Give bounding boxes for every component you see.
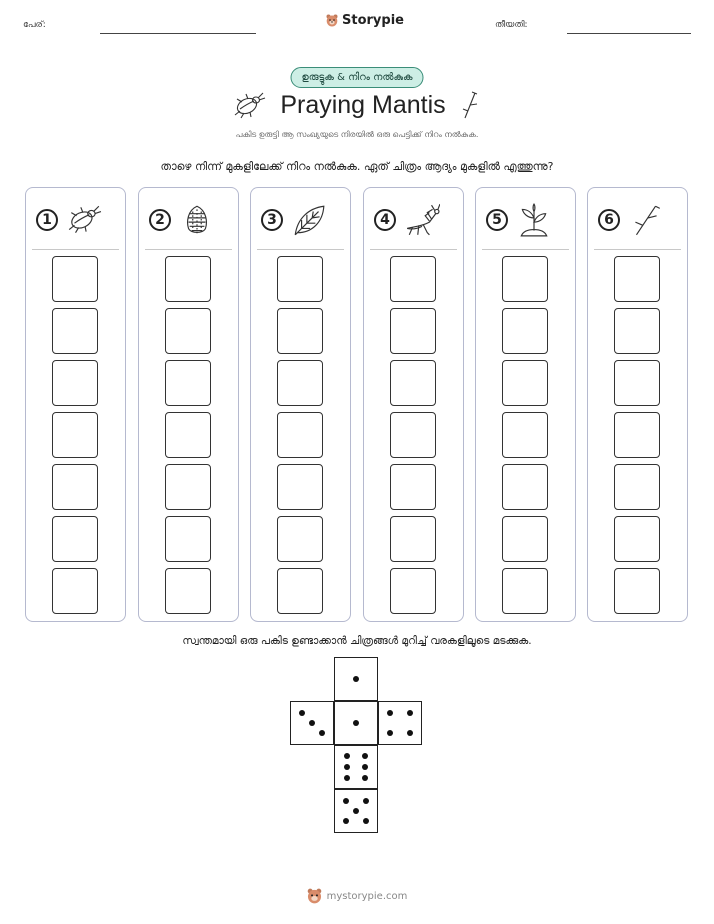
- die-pip: [353, 808, 359, 814]
- color-box[interactable]: [390, 464, 436, 510]
- color-box[interactable]: [165, 360, 211, 406]
- mantis-icon: [404, 203, 440, 237]
- column-divider: [32, 249, 119, 250]
- color-box[interactable]: [502, 308, 548, 354]
- name-line[interactable]: [100, 33, 256, 34]
- die-pip: [343, 798, 349, 804]
- die-pip: [344, 753, 350, 759]
- die-face-5: [334, 789, 378, 833]
- color-box[interactable]: [165, 464, 211, 510]
- ootheca-icon: [179, 203, 215, 237]
- footer: [0, 888, 714, 904]
- column-header: [36, 202, 119, 238]
- die-pip: [387, 710, 393, 716]
- die-pip: [407, 730, 413, 736]
- die-pip: [353, 720, 359, 726]
- column-5: [475, 187, 576, 622]
- die-pip: [343, 818, 349, 824]
- column-number: 4: [374, 209, 396, 231]
- brand-name: Storypie: [342, 13, 404, 28]
- die-face-1: [334, 657, 378, 701]
- beetle-icon: [66, 203, 102, 237]
- sprout-icon: [516, 203, 552, 237]
- column-header: [598, 202, 681, 238]
- column-divider: [594, 249, 681, 250]
- die-instruction: സ്വന്തമായി ഒരു പകിട ഉണ്ടാക്കാൻ ചിത്രങ്ങൾ മുറിച്ച് വരകളിലൂടെ മടക്കുക.: [182, 635, 532, 647]
- die-pip: [309, 720, 315, 726]
- color-box[interactable]: [277, 464, 323, 510]
- die-pip: [344, 764, 350, 770]
- die-pip: [362, 753, 368, 759]
- die-pip: [344, 775, 350, 781]
- subtitle: പകിട ഉരുട്ടി ആ സംഖ്യയുടെ നിരയിൽ ഒരു പെട്ടിക്ക് നിറം നൽകുക.: [235, 130, 479, 139]
- die-pip: [363, 818, 369, 824]
- die-pip: [319, 730, 325, 736]
- color-box[interactable]: [165, 256, 211, 302]
- color-box[interactable]: [277, 360, 323, 406]
- column-number: 1: [36, 209, 58, 231]
- die-pip: [362, 775, 368, 781]
- color-box[interactable]: [390, 256, 436, 302]
- column-number: 2: [149, 209, 171, 231]
- column-header: [374, 202, 457, 238]
- color-box[interactable]: [390, 516, 436, 562]
- color-box[interactable]: [390, 568, 436, 614]
- column-header: [486, 202, 569, 238]
- instruction: താഴെ നിന്ന് മുകളിലേക്ക് നിറം നൽകുക. ഏത് ചിത്രം ആദ്യം മുകളിൽ എത്തുന്നു?: [160, 160, 554, 173]
- color-box[interactable]: [52, 516, 98, 562]
- bear-footer-icon: [307, 888, 322, 904]
- color-box[interactable]: [502, 360, 548, 406]
- bear-logo-icon: [326, 14, 338, 27]
- date-line[interactable]: [567, 33, 691, 34]
- color-box[interactable]: [614, 360, 660, 406]
- color-box[interactable]: [390, 360, 436, 406]
- column-divider: [482, 249, 569, 250]
- column-4: [363, 187, 464, 622]
- column-number: 3: [261, 209, 283, 231]
- color-box[interactable]: [390, 412, 436, 458]
- column-header: [261, 202, 344, 238]
- color-box[interactable]: [614, 308, 660, 354]
- activity-badge: ഉരുട്ടുക & നിറം നൽകുക: [291, 67, 424, 88]
- brand-logo: [326, 13, 404, 28]
- color-box[interactable]: [277, 412, 323, 458]
- color-box[interactable]: [502, 256, 548, 302]
- column-6: [587, 187, 688, 622]
- color-box[interactable]: [502, 464, 548, 510]
- color-box[interactable]: [52, 256, 98, 302]
- color-box[interactable]: [502, 568, 548, 614]
- die-face-6: [334, 745, 378, 789]
- color-box[interactable]: [52, 308, 98, 354]
- color-box[interactable]: [277, 308, 323, 354]
- color-box[interactable]: [52, 360, 98, 406]
- color-box[interactable]: [165, 412, 211, 458]
- die-pip: [353, 676, 359, 682]
- color-box[interactable]: [614, 568, 660, 614]
- die-pip: [407, 710, 413, 716]
- color-box[interactable]: [614, 256, 660, 302]
- column-divider: [257, 249, 344, 250]
- die-pip: [363, 798, 369, 804]
- color-box[interactable]: [390, 308, 436, 354]
- color-box[interactable]: [502, 412, 548, 458]
- twig-icon: [460, 90, 482, 120]
- color-box[interactable]: [277, 516, 323, 562]
- color-box[interactable]: [165, 568, 211, 614]
- color-box[interactable]: [52, 464, 98, 510]
- column-divider: [370, 249, 457, 250]
- die-face-1: [334, 701, 378, 745]
- page-title: Praying Mantis: [280, 90, 446, 119]
- color-box[interactable]: [52, 412, 98, 458]
- color-box[interactable]: [165, 308, 211, 354]
- column-number: 5: [486, 209, 508, 231]
- column-3: [250, 187, 351, 622]
- color-box[interactable]: [277, 568, 323, 614]
- twig-icon: [628, 203, 664, 237]
- column-divider: [145, 249, 232, 250]
- die-face-4: [378, 701, 422, 745]
- column-1: [25, 187, 126, 622]
- die-face-3: [290, 701, 334, 745]
- color-box[interactable]: [614, 516, 660, 562]
- color-box[interactable]: [502, 516, 548, 562]
- column-header: [149, 202, 232, 238]
- die-pip: [299, 710, 305, 716]
- die-pip: [387, 730, 393, 736]
- date-label: തീയതി:: [495, 20, 528, 30]
- die-pip: [362, 764, 368, 770]
- color-box[interactable]: [165, 516, 211, 562]
- beetle-icon: [232, 90, 266, 120]
- column-2: [138, 187, 239, 622]
- color-box[interactable]: [52, 568, 98, 614]
- column-number: 6: [598, 209, 620, 231]
- title-row: [0, 90, 714, 120]
- color-box[interactable]: [614, 412, 660, 458]
- footer-url[interactable]: mystorypie.com: [326, 890, 408, 902]
- leaf-icon: [291, 203, 327, 237]
- color-box[interactable]: [614, 464, 660, 510]
- color-box[interactable]: [277, 256, 323, 302]
- name-label: പേര്:: [23, 20, 46, 30]
